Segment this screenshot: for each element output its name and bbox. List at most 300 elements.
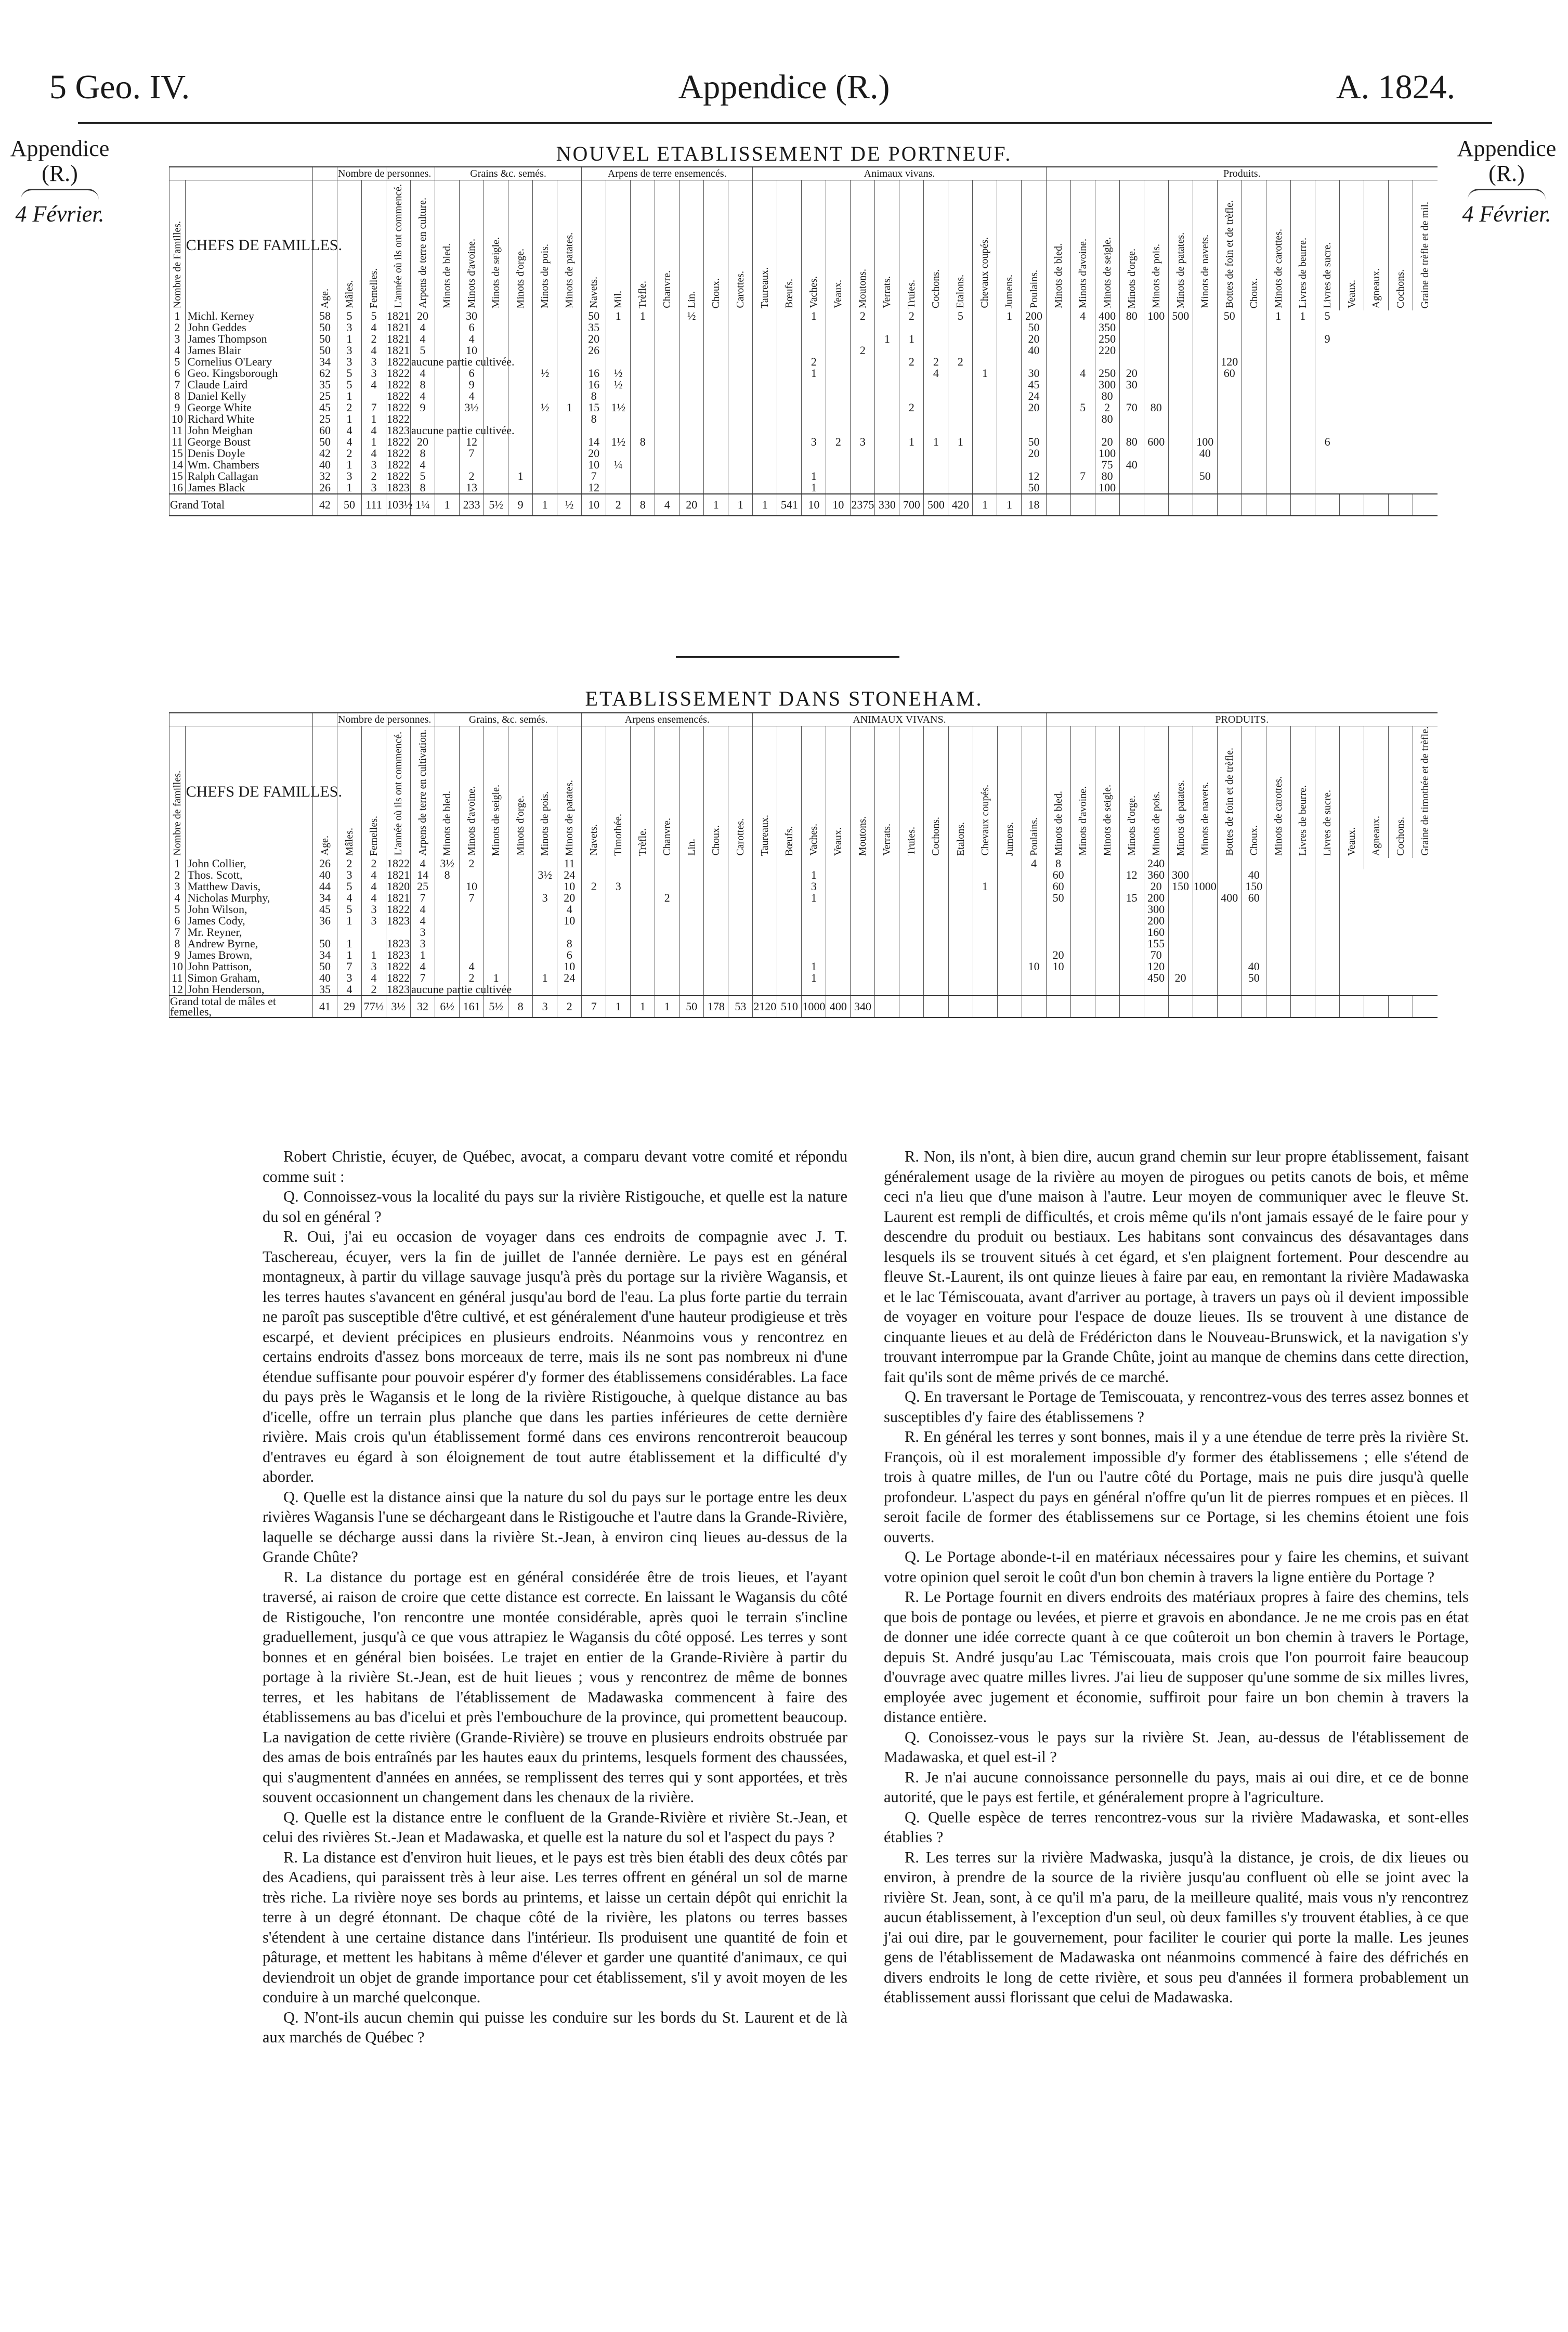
- table-cell: [899, 379, 924, 390]
- table-cell: [1022, 413, 1046, 425]
- column-header: [1046, 180, 1070, 311]
- column-header-label: Minots de seigle.: [490, 784, 502, 856]
- table-cell: [1070, 949, 1095, 961]
- chef-name: Andrew Byrne,: [185, 938, 312, 949]
- table-cell: [924, 881, 948, 892]
- table-cell: [582, 961, 606, 972]
- table-cell: [1290, 356, 1315, 368]
- total-row: [169, 494, 1438, 516]
- total-cell: 6½: [435, 996, 460, 1018]
- table-cell: [411, 413, 435, 425]
- table-cell: [753, 413, 777, 425]
- total-cell: [1217, 996, 1242, 1018]
- table-cell: [997, 379, 1022, 390]
- column-header: [508, 180, 533, 311]
- table-cell: [851, 858, 875, 869]
- table-cell: 1822: [387, 412, 410, 425]
- total-cell: [1242, 996, 1266, 1018]
- table-cell: [1070, 984, 1095, 996]
- table-cell: [1168, 402, 1193, 413]
- column-header-label: Minots de pois.: [1150, 791, 1162, 856]
- column-header-label: Carottes.: [735, 818, 747, 856]
- table-cell: [997, 448, 1022, 459]
- table-cell: [1315, 972, 1339, 984]
- table-cell: ½: [606, 368, 631, 379]
- table-cell: 3: [169, 881, 186, 892]
- table-cell: [704, 949, 728, 961]
- table-cell: [899, 345, 924, 356]
- table-cell: [1193, 961, 1217, 972]
- table-cell: [1144, 379, 1168, 390]
- table-cell: [753, 961, 777, 972]
- table-cell: [484, 448, 508, 459]
- table-cell: [973, 984, 997, 996]
- table-cell: [508, 413, 533, 425]
- table-cell: [948, 322, 973, 333]
- table-cell: [728, 436, 753, 448]
- column-header: [973, 180, 997, 311]
- table-cell: [753, 881, 777, 892]
- column-header: [435, 726, 460, 858]
- table-cell: [1266, 402, 1290, 413]
- column-header-label: Cochons.: [1394, 816, 1406, 856]
- table-cell: [826, 915, 851, 927]
- table-cell: 400: [1095, 310, 1119, 322]
- table-cell: 3: [362, 356, 386, 368]
- table-cell: [435, 471, 460, 482]
- column-header-label: Mâles.: [344, 280, 355, 308]
- column-header-label: Minots de patates.: [1174, 232, 1186, 308]
- column-header: [728, 180, 753, 311]
- table-row: [169, 915, 1438, 927]
- table-cell: [484, 368, 508, 379]
- table-cell: [435, 413, 460, 425]
- table-cell: [1242, 949, 1266, 961]
- table-cell: 80: [1144, 402, 1168, 413]
- table-cell: 50: [1022, 482, 1046, 494]
- column-header-label: Choux.: [1248, 825, 1260, 856]
- table-cell: [948, 984, 973, 996]
- table-cell: [557, 471, 582, 482]
- table-cell: 1: [802, 869, 826, 881]
- table-cell: [655, 938, 680, 949]
- table-cell: [1315, 471, 1339, 482]
- column-header: [899, 180, 924, 311]
- chef-name: Ralph Callagan: [185, 471, 312, 482]
- total-cell: 41: [313, 996, 337, 1018]
- column-header-label: L'année où ils ont commencé.: [393, 184, 404, 308]
- table-cell: [851, 938, 875, 949]
- table-cell: [631, 368, 655, 379]
- table-cell: [533, 915, 557, 927]
- table-cell: [728, 949, 753, 961]
- table-cell: [851, 892, 875, 904]
- total-cell: 10: [582, 494, 606, 516]
- table-cell: 6: [169, 915, 186, 927]
- table-cell: [1217, 972, 1242, 984]
- table-cell: [851, 915, 875, 927]
- column-header: [1119, 180, 1144, 311]
- table-cell: [655, 459, 680, 471]
- table-cell: [508, 927, 533, 938]
- table-cell: [508, 892, 533, 904]
- table-cell: 100: [1095, 448, 1119, 459]
- table-cell: [924, 949, 948, 961]
- table-cell: [1144, 322, 1168, 333]
- table-cell: [1290, 333, 1315, 345]
- table-cell: 8: [411, 482, 435, 494]
- table-cell: [680, 927, 704, 938]
- table-cell: 5: [948, 310, 973, 322]
- table-cell: 20: [1022, 448, 1046, 459]
- column-header-label: Etalons.: [955, 822, 966, 856]
- table-cell: 50: [312, 333, 337, 345]
- table-cell: 20: [411, 310, 435, 322]
- table-cell: [631, 356, 655, 368]
- paragraph: R. Le Portage fournit en divers endroits des matériaux propres à faire des chemins, tels que bois de pontage ou levées, et pierre et gravois en abondance. Je ne me crois pas en état de donner une idée correcte quant à ce que coûteroit un bon chemin à travers le Portage, depuis St. André jusqu'au Lac Témiscouata, mais crois que l'on pourroit faire beaucoup d'ouvrage avec quatre milles livres. J'ai lieu de supposer qu'une somme de six milles livres, employée avec jugement et économie, suffiroit pour faire un bon chemin à travers la distance entière.: [884, 1588, 1469, 1726]
- table-cell: [1168, 379, 1193, 390]
- total-cell: 340: [851, 996, 875, 1018]
- table-cell: 1: [337, 390, 362, 402]
- table-cell: [924, 402, 948, 413]
- column-header-label: Minots de carottes.: [1272, 229, 1284, 308]
- column-header: [704, 180, 728, 311]
- table-cell: 1: [362, 436, 386, 448]
- total-cell: 400: [826, 996, 851, 1018]
- table-cell: [777, 904, 802, 915]
- table-cell: [851, 869, 875, 881]
- table-cell: [704, 368, 728, 379]
- table-cell: [875, 892, 899, 904]
- table-cell: 1½: [606, 402, 631, 413]
- table-cell: [899, 949, 924, 961]
- table-cell: 1: [948, 436, 973, 448]
- table-cell: [851, 972, 875, 984]
- table-cell: [1070, 345, 1095, 356]
- total-cell: 420: [948, 494, 973, 516]
- table-cell: [1070, 379, 1095, 390]
- table-cell: [533, 425, 557, 436]
- column-header: [386, 180, 411, 311]
- column-header-label: Veaux.: [1345, 827, 1357, 856]
- chef-name: Richard White: [185, 413, 312, 425]
- table-cell: [631, 482, 655, 494]
- paragraph: Q. Quelle est la distance ainsi que la nature du sol du pays sur le portage entre les deux rivières Wagansis l'une se déchargeant dans le Ristigouche et l'autre dans la Grande-Rivière, laquelle se décharge aussi dans la rivière St.-Jean, à environ cinq lieues au-dessus de la Grande Chûte?: [263, 1488, 847, 1566]
- chef-name: Cornelius O'Leary: [185, 356, 312, 368]
- table-cell: [680, 322, 704, 333]
- table-cell: [1290, 368, 1315, 379]
- table-cell: [924, 892, 948, 904]
- table-cell: [1266, 379, 1290, 390]
- column-header: [826, 726, 851, 858]
- column-header: [606, 180, 631, 311]
- group-header-nombre: Nombre de personnes.: [338, 714, 432, 725]
- table-cell: 1: [631, 310, 655, 322]
- table-cell: 8: [582, 413, 606, 425]
- table-cell: [680, 482, 704, 494]
- table-cell: 4: [411, 333, 435, 345]
- total-cell: [1022, 996, 1046, 1018]
- table-cell: 1822: [387, 902, 410, 916]
- table-cell: [948, 482, 973, 494]
- table-cell: [1315, 356, 1339, 368]
- table-cell: 2: [169, 869, 186, 881]
- table-cell: [704, 938, 728, 949]
- table-cell: 1: [484, 972, 508, 984]
- table-cell: 8: [411, 448, 435, 459]
- table-cell: 1822: [387, 470, 410, 483]
- table-cell: [680, 459, 704, 471]
- table-cell: [753, 915, 777, 927]
- table-cell: [631, 892, 655, 904]
- table-cell: 100: [1095, 482, 1119, 494]
- table-cell: 4: [411, 904, 435, 915]
- group-header-grains: Grains, &c. semés.: [435, 713, 582, 726]
- column-header-label: Livres de beurre.: [1297, 785, 1309, 856]
- table-cell: [973, 471, 997, 482]
- table-cell: [1168, 356, 1193, 368]
- table-cell: [899, 459, 924, 471]
- table-cell: [728, 425, 753, 436]
- table-cell: [435, 915, 460, 927]
- table-cell: [899, 368, 924, 379]
- table-cell: [973, 413, 997, 425]
- column-header-label: Minots de seigle.: [1101, 237, 1113, 308]
- table-cell: 44: [313, 881, 337, 892]
- table-cell: [582, 869, 606, 881]
- table-cell: [1046, 379, 1070, 390]
- table-cell: 60: [1046, 881, 1070, 892]
- table-cell: [997, 938, 1022, 949]
- table-cell: 1: [802, 892, 826, 904]
- table-cell: [704, 436, 728, 448]
- table-cell: [606, 984, 631, 996]
- paragraph: Q. Quelle est la distance entre le confluent de la Grande-Rivière et rivière St.-Jean, et celui des rivières St.-Jean et Madawaska, et quelle est la nature du sol et l'aspect du pays ?: [263, 1808, 847, 1846]
- table-cell: 8: [169, 938, 186, 949]
- table-cell: [973, 310, 997, 322]
- table-cell: [533, 356, 557, 368]
- table-cell: [1290, 413, 1315, 425]
- table-cell: [802, 904, 826, 915]
- total-cell: 1: [753, 494, 777, 516]
- table-cell: [582, 972, 606, 984]
- chefs-header: CHEFS DE FAMILLES.: [185, 726, 312, 858]
- table2: [169, 712, 1438, 1018]
- table-cell: 5: [411, 471, 435, 482]
- table-cell: [826, 904, 851, 915]
- column-header-label: Taureaux.: [759, 814, 771, 856]
- table-cell: [655, 436, 680, 448]
- table-cell: [655, 345, 680, 356]
- table-cell: [875, 482, 899, 494]
- column-header: [753, 726, 777, 858]
- table-cell: [1242, 402, 1266, 413]
- table-cell: [631, 927, 655, 938]
- table-cell: 40: [313, 869, 337, 881]
- table-cell: [802, 459, 826, 471]
- table-cell: 50: [313, 961, 337, 972]
- total-cell: [1046, 996, 1070, 1018]
- table-row: [169, 972, 1438, 984]
- table-cell: 40: [1022, 345, 1046, 356]
- table-cell: [777, 322, 802, 333]
- column-header-label: Navets.: [588, 824, 600, 856]
- table-cell: [655, 858, 680, 869]
- table-cell: 13: [460, 482, 484, 494]
- total-cell: [1193, 494, 1217, 516]
- total-cell: [1119, 996, 1144, 1018]
- table-cell: [484, 322, 508, 333]
- table-cell: [1193, 459, 1217, 471]
- table-cell: [557, 379, 582, 390]
- table-cell: [973, 892, 997, 904]
- column-header: [1315, 726, 1339, 858]
- table-cell: 10: [169, 961, 186, 972]
- table-cell: [1070, 881, 1095, 892]
- table-cell: [1119, 938, 1144, 949]
- table-cell: [875, 356, 899, 368]
- total-cell: 9: [508, 494, 533, 516]
- table-cell: [802, 915, 826, 927]
- table-cell: 8: [1046, 858, 1070, 869]
- table-cell: [484, 390, 508, 402]
- table-cell: [851, 368, 875, 379]
- column-header-label: Arpens de terre en culture.: [417, 198, 429, 308]
- table-cell: [753, 869, 777, 881]
- paragraph: R. La distance est d'environ huit lieues, et le pays est très bien établi des deux côtés par des Acadiens, qui paraissent très à leur aise. Les terres offrent en général un sol de marne très riche. La rivière noye ses bords au printems, et laisse un certain dépôt qui enrichit la terre à un degré étonnant. De chaque côté de la rivière, les platons ou terres basses s'étendent à une certaine distance dans l'intérieur. Ils produisent une quantité de foin et pâturage, et mettent les habitans à même d'élever et garder une quantité d'animaux, ce qui deviendroit un objet de grande importance pour cet établissement, s'il y avoit moyen de les conduire à un marché quelconque.: [263, 1848, 847, 2006]
- table-cell: 1822: [387, 378, 410, 391]
- table-cell: [1144, 333, 1168, 345]
- table-cell: [631, 333, 655, 345]
- table-cell: aucune partie cultivée.: [411, 355, 515, 368]
- table-cell: [655, 333, 680, 345]
- table-cell: [1168, 436, 1193, 448]
- table-cell: [875, 915, 899, 927]
- table-cell: [753, 892, 777, 904]
- table-cell: [1119, 448, 1144, 459]
- column-header: [997, 180, 1022, 311]
- table-cell: 10: [582, 459, 606, 471]
- table-cell: 10: [460, 345, 484, 356]
- table-cell: 70: [1119, 402, 1144, 413]
- table-cell: [753, 984, 777, 996]
- total-cell: 2375: [851, 494, 875, 516]
- table-cell: 10: [460, 881, 484, 892]
- paragraph: R. En général les terres y sont bonnes, mais il y a une étendue de terre près la rivière St. François, où il est moralement impossible d'y former des établissemens ; elle s'étend de trois à quatre milles, de l'un ou l'autre côté du Portage, mais ne puis dire jusqu'à quelle profondeur. L'aspect du pays en général n'offre qu'un lit de pierres rompues et en pièces. Il seroit facile de former des établissemens sur ce Portage, si les chemins étoient une fois ouverts.: [884, 1428, 1469, 1546]
- table-cell: [484, 459, 508, 471]
- table-cell: [655, 471, 680, 482]
- table-cell: [362, 927, 386, 938]
- table-cell: [1193, 345, 1217, 356]
- table-cell: 1: [973, 368, 997, 379]
- chef-name: Mr. Reyner,: [185, 927, 312, 938]
- group-header-produits: Produits.: [1046, 167, 1438, 180]
- table-cell: [777, 869, 802, 881]
- table-cell: [557, 459, 582, 471]
- column-header: [411, 726, 435, 858]
- column-header: [1339, 726, 1364, 858]
- column-header-label: Minots de bled.: [441, 790, 453, 856]
- table-cell: 50: [1242, 972, 1266, 984]
- table-cell: [851, 459, 875, 471]
- table-cell: 30: [460, 310, 484, 322]
- column-header-label: Minots de pois.: [539, 244, 551, 308]
- table-cell: 150: [1168, 881, 1193, 892]
- table-cell: [460, 938, 484, 949]
- table-cell: [1290, 927, 1315, 938]
- table-cell: [1242, 471, 1266, 482]
- table-cell: aucune partie cultivée: [411, 982, 512, 996]
- table-cell: [875, 881, 899, 892]
- table-cell: [1046, 938, 1070, 949]
- brace-icon: [1468, 189, 1546, 200]
- table-cell: 14: [411, 869, 435, 881]
- table-cell: [1217, 413, 1242, 425]
- table-cell: 4: [362, 345, 386, 356]
- table-cell: [1193, 333, 1217, 345]
- table-cell: [826, 390, 851, 402]
- column-header-label: Navets.: [588, 277, 600, 308]
- table-cell: [1217, 949, 1242, 961]
- table-cell: [1070, 972, 1095, 984]
- table-cell: [1144, 345, 1168, 356]
- table-cell: [1290, 949, 1315, 961]
- table-cell: [1022, 459, 1046, 471]
- table-cell: [753, 345, 777, 356]
- table-cell: [1022, 927, 1046, 938]
- table-cell: [1070, 459, 1095, 471]
- table-cell: [826, 356, 851, 368]
- table-cell: 1: [557, 402, 582, 413]
- table-cell: [875, 413, 899, 425]
- table-cell: [1290, 390, 1315, 402]
- table-cell: [484, 961, 508, 972]
- table-cell: 1: [875, 333, 899, 345]
- table-cell: [1266, 390, 1290, 402]
- table-cell: [826, 471, 851, 482]
- table-cell: [1046, 459, 1070, 471]
- table-cell: [508, 368, 533, 379]
- table-cell: [875, 459, 899, 471]
- table-cell: [1315, 892, 1339, 904]
- table-cell: [1217, 869, 1242, 881]
- table-cell: 2: [1095, 402, 1119, 413]
- table-row: [169, 459, 1438, 471]
- table-cell: 7: [337, 961, 362, 972]
- table-cell: 1: [337, 938, 362, 949]
- table-cell: 1: [802, 961, 826, 972]
- table-cell: [802, 345, 826, 356]
- column-header-label: Moutons.: [857, 816, 869, 856]
- table-cell: 1: [533, 972, 557, 984]
- table-cell: [948, 413, 973, 425]
- table-cell: [1242, 390, 1266, 402]
- text-column-right: [884, 1147, 1469, 2008]
- column-header: [1022, 180, 1046, 311]
- table-cell: 2: [362, 984, 386, 996]
- table-cell: [484, 482, 508, 494]
- table-cell: [924, 345, 948, 356]
- total-cell: [973, 996, 997, 1018]
- column-header-label: Cochons.: [930, 816, 942, 856]
- total-cell: [1315, 494, 1339, 516]
- table-cell: 300: [1095, 379, 1119, 390]
- table-cell: [777, 961, 802, 972]
- table-cell: 32: [312, 471, 337, 482]
- table-cell: 16: [582, 379, 606, 390]
- table-cell: [973, 869, 997, 881]
- table-cell: ¼: [606, 459, 631, 471]
